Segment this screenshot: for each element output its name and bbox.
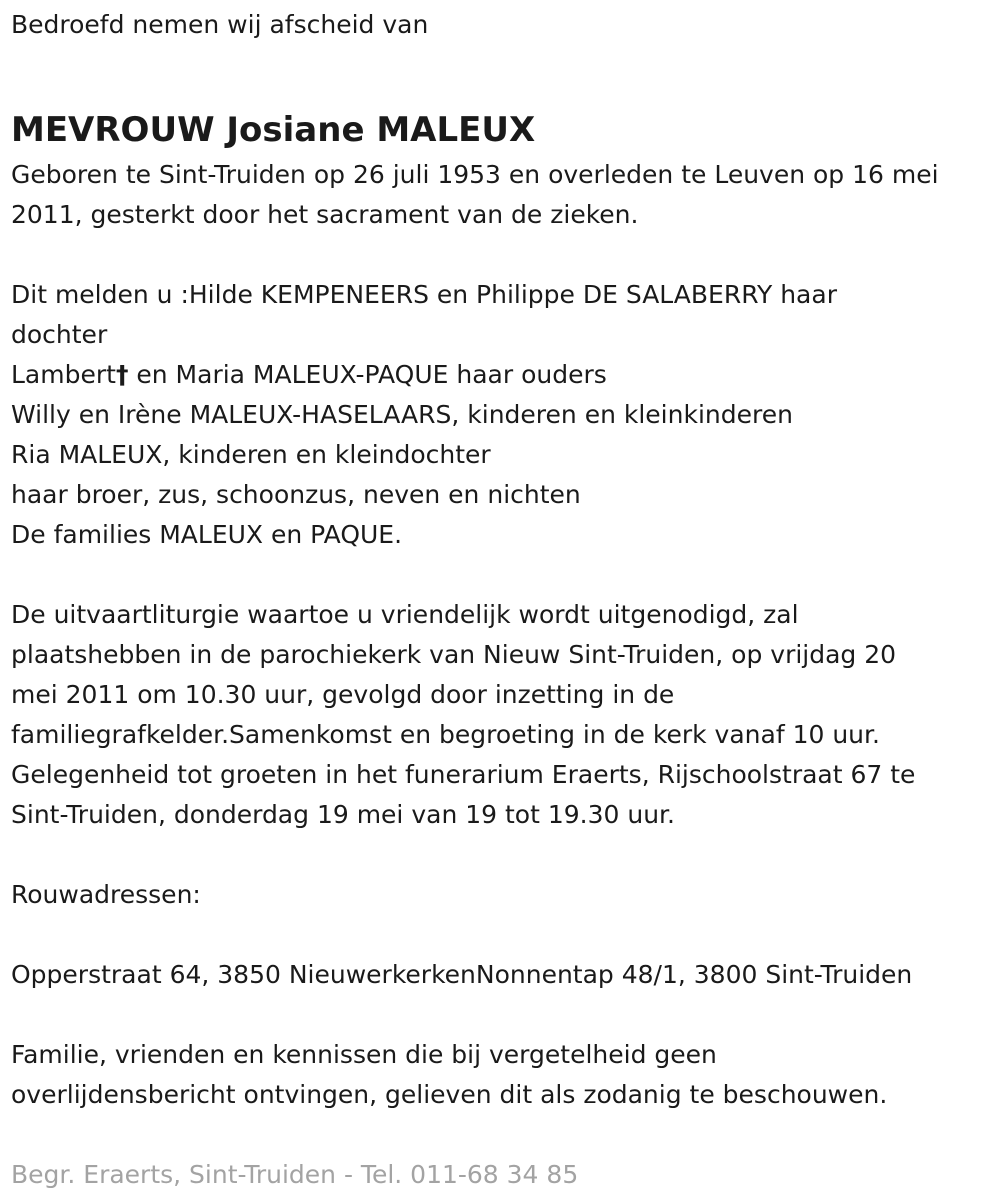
family-line: Dit melden u :Hilde KEMPENEERS en Philippe DE SALABERRY haar — [11, 280, 837, 309]
deceased-name: MEVROUW Josiane MALEUX — [11, 110, 536, 150]
funeral-line: mei 2011 om 10.30 uur, gevolgd door inzetting in de — [11, 680, 675, 709]
spacer — [11, 1115, 995, 1155]
funeral-home-footer: Begr. Eraerts, Sint-Truiden - Tel. 011-68 34 85 — [11, 1160, 579, 1189]
funeral-paragraph — [11, 595, 995, 835]
closing-line: overlijdensbericht ontvingen, gelieven dit als zodanig te beschouwen. — [11, 1080, 888, 1109]
funeral-line: plaatshebben in de parochiekerk van Nieuw Sint-Truiden, op vrijdag 20 — [11, 640, 897, 669]
addresses-heading: Rouwadressen: — [11, 880, 201, 909]
parents-line — [11, 355, 995, 395]
closing-line: Familie, vrienden en kennissen die bij vergetelheid geen — [11, 1040, 717, 1069]
funeral-line: familiegrafkelder.Samenkomst en begroeting in de kerk vanaf 10 uur. — [11, 720, 880, 749]
funeral-line: Gelegenheid tot groeten in het funerarium Eraerts, Rijschoolstraat 67 te — [11, 760, 916, 789]
spacer — [11, 995, 995, 1035]
spacer — [11, 835, 995, 875]
family-line: De families MALEUX en PAQUE. — [11, 520, 403, 549]
spacer — [11, 555, 995, 595]
spacer — [11, 235, 995, 275]
death-notice — [11, 0, 995, 1195]
family-line: haar broer, zus, schoonzus, neven en nichten — [11, 480, 581, 509]
family-line: Ria MALEUX, kinderen en kleindochter — [11, 440, 491, 469]
parents-rest: en Maria MALEUX-PAQUE haar ouders — [128, 360, 607, 389]
closing-paragraph — [11, 1035, 995, 1115]
family-paragraph — [11, 275, 995, 555]
birth-death-paragraph — [11, 155, 995, 235]
cross-icon: † — [115, 360, 129, 389]
family-line: Willy en Irène MALEUX-HASELAARS, kinderen en kleinkinderen — [11, 400, 793, 429]
funeral-line: Sint-Truiden, donderdag 19 mei van 19 tot 19.30 uur. — [11, 800, 675, 829]
spacer — [11, 915, 995, 955]
funeral-line: De uitvaartliturgie waartoe u vriendelijk wordt uitgenodigd, zal — [11, 600, 799, 629]
father-name: Lambert — [11, 360, 116, 389]
birth-death-line: 2011, gesterkt door het sacrament van de zieken. — [11, 200, 639, 229]
family-line: dochter — [11, 320, 108, 349]
birth-death-line: Geboren te Sint-Truiden op 26 juli 1953 en overleden te Leuven op 16 mei — [11, 160, 939, 189]
addresses-line: Opperstraat 64, 3850 NieuwerkerkenNonnentap 48/1, 3800 Sint-Truiden — [11, 960, 913, 989]
intro-text: Bedroefd nemen wij afscheid van — [11, 10, 429, 39]
